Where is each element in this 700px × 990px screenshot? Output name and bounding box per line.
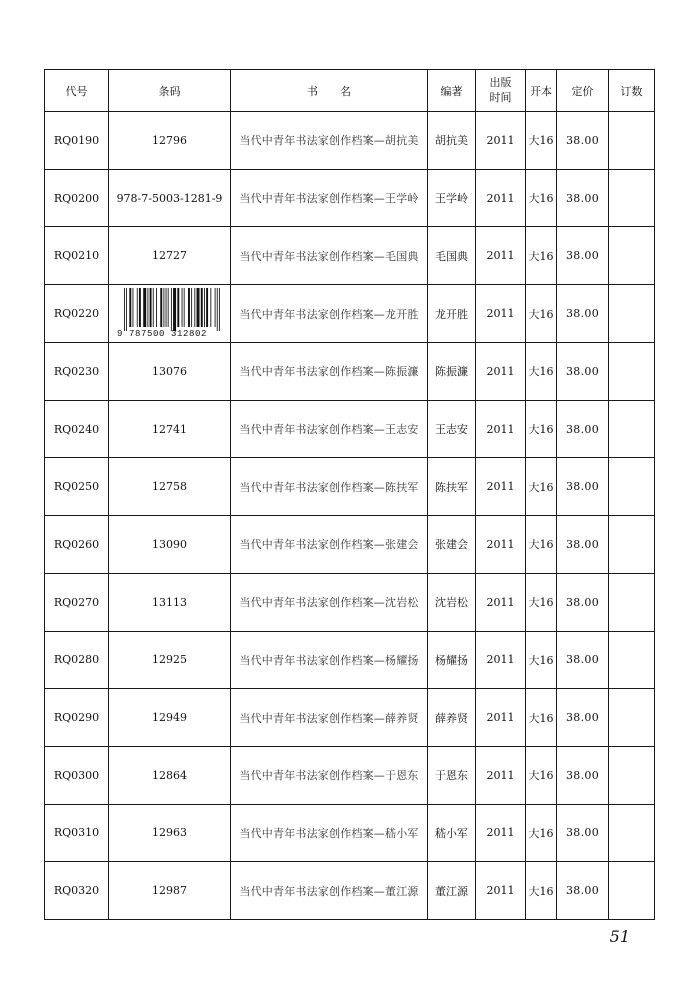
barcode-bar bbox=[216, 288, 217, 331]
author-cell: 毛国典 bbox=[428, 227, 476, 285]
price-cell: 38.00 bbox=[557, 862, 609, 920]
size-cell: 大16 bbox=[526, 631, 557, 689]
page-number: 51 bbox=[609, 927, 630, 946]
table-row bbox=[45, 862, 655, 920]
year-cell: 2011 bbox=[476, 804, 526, 862]
order-cell bbox=[609, 458, 655, 516]
barcode-cell: 12758 bbox=[109, 458, 231, 516]
year-cell: 2011 bbox=[476, 400, 526, 458]
barcode-cell: 12949 bbox=[109, 689, 231, 747]
barcode-bar bbox=[132, 288, 133, 327]
header-year-line1: 出版 bbox=[489, 76, 512, 90]
table-row bbox=[45, 689, 655, 747]
size-cell: 大16 bbox=[526, 573, 557, 631]
order-cell bbox=[609, 169, 655, 227]
title-cell: 当代中青年书法家创作档案—薛养贤 bbox=[231, 689, 428, 747]
barcode-bar bbox=[124, 288, 125, 331]
code-cell: RQ0320 bbox=[45, 862, 109, 920]
barcode-bar bbox=[194, 288, 195, 327]
table-row bbox=[45, 746, 655, 804]
table-row bbox=[45, 112, 655, 170]
title-cell: 当代中青年书法家创作档案—王志安 bbox=[231, 400, 428, 458]
size-cell: 大16 bbox=[526, 689, 557, 747]
year-cell: 2011 bbox=[476, 285, 526, 343]
header-year bbox=[476, 70, 526, 112]
header-code: 代号 bbox=[45, 70, 109, 112]
code-cell: RQ0210 bbox=[45, 227, 109, 285]
barcode-digits: 9 787500 312802 bbox=[116, 329, 207, 340]
barcode-bar bbox=[196, 288, 199, 327]
barcode-bar bbox=[200, 288, 202, 327]
year-cell: 2011 bbox=[476, 689, 526, 747]
title-cell: 当代中青年书法家创作档案—嵇小军 bbox=[231, 804, 428, 862]
title-cell: 当代中青年书法家创作档案—沈岩松 bbox=[231, 573, 428, 631]
title-cell: 当代中青年书法家创作档案—董江源 bbox=[231, 862, 428, 920]
size-cell: 大16 bbox=[526, 804, 557, 862]
author-cell: 沈岩松 bbox=[428, 573, 476, 631]
price-cell: 38.00 bbox=[557, 516, 609, 574]
year-cell: 2011 bbox=[476, 227, 526, 285]
author-cell: 于恩东 bbox=[428, 746, 476, 804]
order-cell bbox=[609, 631, 655, 689]
year-cell: 2011 bbox=[476, 458, 526, 516]
price-cell: 38.00 bbox=[557, 227, 609, 285]
barcode-bar bbox=[170, 288, 171, 331]
barcode-cell: 13076 bbox=[109, 343, 231, 401]
code-cell: RQ0270 bbox=[45, 573, 109, 631]
author-cell: 王学岭 bbox=[428, 169, 476, 227]
barcode-cell: 12987 bbox=[109, 862, 231, 920]
title-cell: 当代中青年书法家创作档案—龙开胜 bbox=[231, 285, 428, 343]
size-cell: 大16 bbox=[526, 112, 557, 170]
barcode-bar bbox=[173, 288, 176, 331]
title-cell: 当代中青年书法家创作档案—张建会 bbox=[231, 516, 428, 574]
year-cell: 2011 bbox=[476, 169, 526, 227]
code-cell: RQ0200 bbox=[45, 169, 109, 227]
barcode-bar bbox=[143, 288, 146, 327]
order-cell bbox=[609, 862, 655, 920]
header-size: 开本 bbox=[526, 70, 557, 112]
year-cell: 2011 bbox=[476, 112, 526, 170]
order-cell bbox=[609, 343, 655, 401]
code-cell: RQ0220 bbox=[45, 285, 109, 343]
barcode-bar bbox=[177, 288, 179, 327]
order-cell bbox=[609, 400, 655, 458]
barcode-bar bbox=[138, 288, 140, 327]
price-cell: 38.00 bbox=[557, 689, 609, 747]
code-cell: RQ0280 bbox=[45, 631, 109, 689]
author-cell: 王志安 bbox=[428, 400, 476, 458]
price-cell: 38.00 bbox=[557, 746, 609, 804]
year-cell: 2011 bbox=[476, 862, 526, 920]
barcode-bar bbox=[129, 288, 131, 327]
order-cell bbox=[609, 573, 655, 631]
table-row bbox=[45, 343, 655, 401]
price-cell: 38.00 bbox=[557, 343, 609, 401]
year-cell: 2011 bbox=[476, 746, 526, 804]
table-row bbox=[45, 516, 655, 574]
table-header-row bbox=[45, 70, 655, 112]
year-cell: 2011 bbox=[476, 631, 526, 689]
author-cell: 胡抗美 bbox=[428, 112, 476, 170]
barcode-cell: 13090 bbox=[109, 516, 231, 574]
size-cell: 大16 bbox=[526, 516, 557, 574]
author-cell: 陈扶军 bbox=[428, 458, 476, 516]
order-cell bbox=[609, 746, 655, 804]
size-cell: 大16 bbox=[526, 227, 557, 285]
barcode-cell: 12796 bbox=[109, 112, 231, 170]
table-body bbox=[45, 112, 655, 920]
table-row bbox=[45, 573, 655, 631]
price-cell: 38.00 bbox=[557, 169, 609, 227]
barcode-bar bbox=[152, 288, 153, 327]
barcode-bar bbox=[156, 288, 157, 327]
header-barcode: 条码 bbox=[109, 70, 231, 112]
barcode-bar bbox=[210, 288, 211, 327]
author-cell: 杨耀扬 bbox=[428, 631, 476, 689]
barcode-bar bbox=[214, 288, 215, 327]
barcode-bar bbox=[136, 288, 137, 327]
title-cell: 当代中青年书法家创作档案—陈振濂 bbox=[231, 343, 428, 401]
barcode-cell: 978-7-5003-1281-9 bbox=[109, 169, 231, 227]
table-row bbox=[45, 400, 655, 458]
order-cell bbox=[609, 516, 655, 574]
code-cell: RQ0290 bbox=[45, 689, 109, 747]
size-cell: 大16 bbox=[526, 400, 557, 458]
order-cell bbox=[609, 804, 655, 862]
code-cell: RQ0190 bbox=[45, 112, 109, 170]
price-cell: 38.00 bbox=[557, 400, 609, 458]
price-cell: 38.00 bbox=[557, 285, 609, 343]
barcode-bar bbox=[163, 288, 164, 327]
barcode-bar bbox=[181, 288, 182, 327]
barcode-bar bbox=[167, 288, 168, 327]
size-cell: 大16 bbox=[526, 458, 557, 516]
header-year-line2: 时间 bbox=[489, 90, 512, 104]
barcode-bar bbox=[188, 288, 190, 327]
year-cell: 2011 bbox=[476, 343, 526, 401]
barcode-bar bbox=[204, 288, 205, 327]
title-cell: 当代中青年书法家创作档案—陈扶军 bbox=[231, 458, 428, 516]
catalog-table bbox=[44, 69, 655, 920]
size-cell: 大16 bbox=[526, 169, 557, 227]
table-row bbox=[45, 169, 655, 227]
order-cell bbox=[609, 285, 655, 343]
barcode-cell: 12727 bbox=[109, 227, 231, 285]
code-cell: RQ0310 bbox=[45, 804, 109, 862]
barcode-bar bbox=[165, 288, 166, 327]
title-cell: 当代中青年书法家创作档案—胡抗美 bbox=[231, 112, 428, 170]
barcode-svg bbox=[116, 287, 224, 339]
order-cell bbox=[609, 227, 655, 285]
author-cell: 薛养贤 bbox=[428, 689, 476, 747]
author-cell: 龙开胜 bbox=[428, 285, 476, 343]
barcode-bar bbox=[147, 288, 148, 327]
table-row bbox=[45, 804, 655, 862]
order-cell bbox=[609, 112, 655, 170]
barcode-cell: 13113 bbox=[109, 573, 231, 631]
size-cell: 大16 bbox=[526, 285, 557, 343]
year-cell: 2011 bbox=[476, 573, 526, 631]
title-cell: 当代中青年书法家创作档案—毛国典 bbox=[231, 227, 428, 285]
price-cell: 38.00 bbox=[557, 112, 609, 170]
barcode-cell: 12864 bbox=[109, 746, 231, 804]
code-cell: RQ0260 bbox=[45, 516, 109, 574]
order-cell bbox=[609, 689, 655, 747]
price-cell: 38.00 bbox=[557, 573, 609, 631]
header-title: 书 名 bbox=[231, 70, 428, 112]
code-cell: RQ0250 bbox=[45, 458, 109, 516]
header-author: 编著 bbox=[428, 70, 476, 112]
barcode-bar bbox=[183, 288, 184, 327]
size-cell: 大16 bbox=[526, 746, 557, 804]
code-cell: RQ0230 bbox=[45, 343, 109, 401]
barcode-bar bbox=[191, 288, 192, 327]
header-order: 订数 bbox=[609, 70, 655, 112]
author-cell: 董江源 bbox=[428, 862, 476, 920]
title-cell: 当代中青年书法家创作档案—杨耀扬 bbox=[231, 631, 428, 689]
size-cell: 大16 bbox=[526, 343, 557, 401]
barcode-bar bbox=[206, 288, 208, 327]
author-cell: 嵇小军 bbox=[428, 804, 476, 862]
title-cell: 当代中青年书法家创作档案—于恩东 bbox=[231, 746, 428, 804]
author-cell: 陈振濂 bbox=[428, 343, 476, 401]
barcode-image bbox=[116, 287, 224, 339]
barcode-bar bbox=[126, 288, 127, 331]
barcode-bar bbox=[218, 288, 219, 331]
code-cell: RQ0300 bbox=[45, 746, 109, 804]
year-cell: 2011 bbox=[476, 516, 526, 574]
barcode-cell: 12963 bbox=[109, 804, 231, 862]
barcode-bar bbox=[160, 288, 162, 327]
table-row bbox=[45, 458, 655, 516]
price-cell: 38.00 bbox=[557, 458, 609, 516]
author-cell: 张建会 bbox=[428, 516, 476, 574]
barcode-cell: 12741 bbox=[109, 400, 231, 458]
price-cell: 38.00 bbox=[557, 804, 609, 862]
price-cell: 38.00 bbox=[557, 631, 609, 689]
header-price: 定价 bbox=[557, 70, 609, 112]
size-cell: 大16 bbox=[526, 862, 557, 920]
code-cell: RQ0240 bbox=[45, 400, 109, 458]
barcode-cell: 12925 bbox=[109, 631, 231, 689]
table-row bbox=[45, 227, 655, 285]
table-row bbox=[45, 285, 655, 343]
barcode-image-cell bbox=[109, 285, 231, 343]
barcode-bar bbox=[149, 288, 151, 327]
table-row bbox=[45, 631, 655, 689]
title-cell: 当代中青年书法家创作档案—王学岭 bbox=[231, 169, 428, 227]
